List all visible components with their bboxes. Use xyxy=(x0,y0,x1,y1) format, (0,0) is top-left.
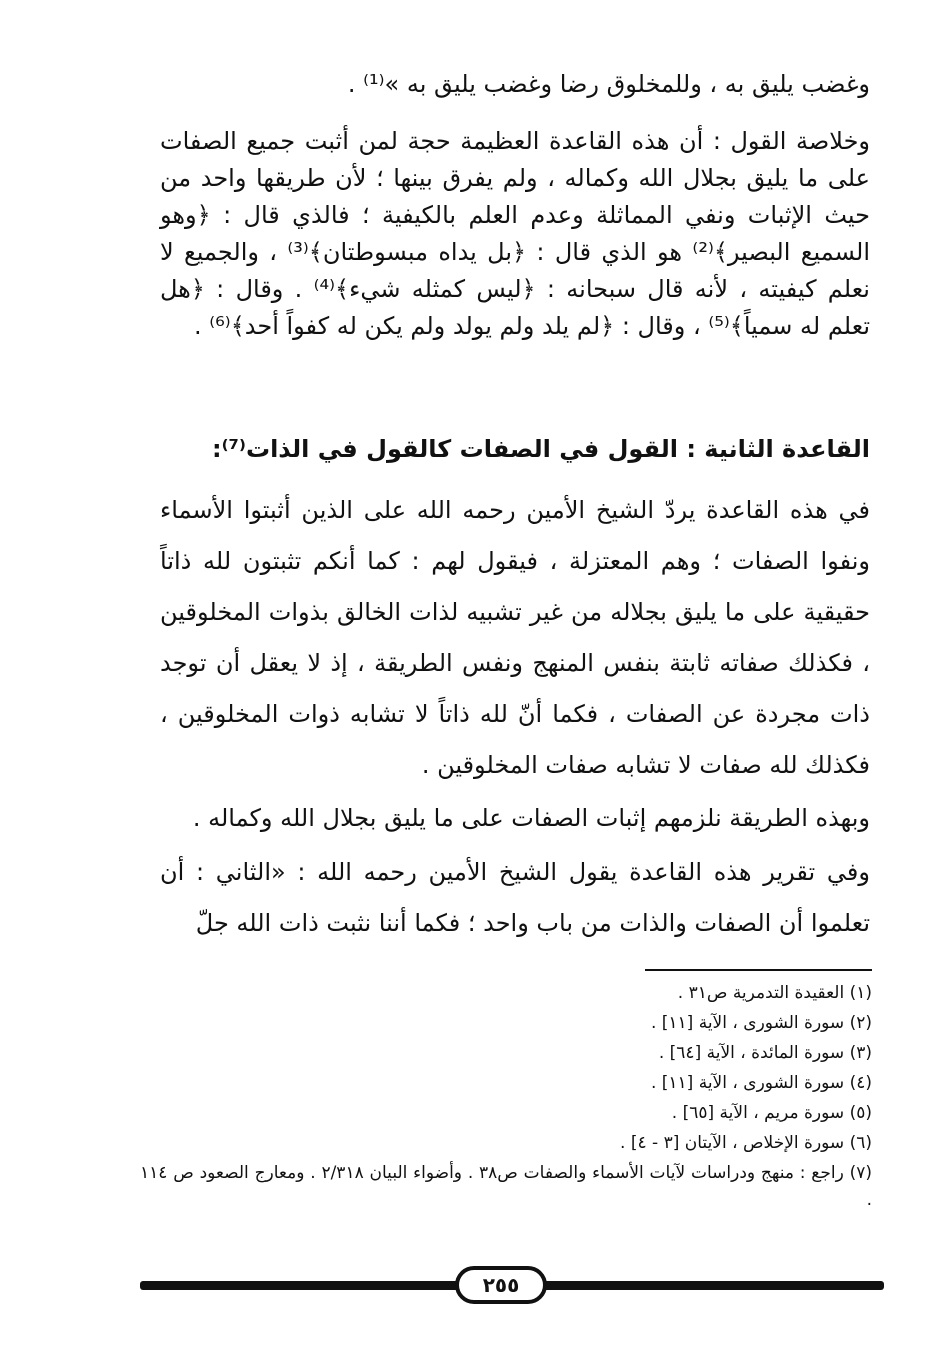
footnote-item: (٤) سورة الشورى ، الآية [١١] . xyxy=(650,1073,872,1093)
paragraph-quote xyxy=(160,847,870,949)
footnote-item: (٣) سورة المائدة ، الآية [٦٤] . xyxy=(658,1043,872,1063)
footnote-item: (١) العقيدة التدمرية ص٣١ . xyxy=(677,983,872,1003)
footnote-item: (٦) سورة الإخلاص ، الآيتان [٣ - ٤] . xyxy=(620,1133,872,1153)
paragraph-text: في هذه القاعدة يردّ الشيخ الأمين رحمه الله على الذين أثبتوا الأسماء ونفوا الصفات ؛ وهم المعتزلة ، فيقول لهم : كما أنكم تثبتون لله ذاتاً حقيقية على ما يليق بجلاله من غير تشبيه لذات الخالق بذوات المخلوقين ، فكذلك صفاته ثابتة بنفس المنهج ونفس الطريقة ، إذ لا يعقل أن توجد ذات مجردة عن الصفات ، فكما أنّ لله ذاتاً لا تشابه ذوات المخلوقين ، فكذلك لله صفات لا تشابه صفات المخلوقين . xyxy=(160,496,870,779)
paragraph-text: وبهذه الطريقة نلزمهم إثبات الصفات على ما يليق بجلال الله وكماله . xyxy=(192,804,870,832)
paragraph-text: وغضب يليق به ، وللمخلوق رضا وغضب يليق به »⁽¹⁾ . xyxy=(347,70,870,98)
page-number: ٢٥٥ xyxy=(482,1273,520,1297)
footnotes-list xyxy=(140,978,872,1214)
paragraph-rule-explanation xyxy=(160,485,870,791)
footnote-divider xyxy=(645,969,872,971)
paragraph-continuation xyxy=(160,66,870,103)
footnote-item: (٧) راجع : منهج ودراسات لآيات الأسماء والصفات ص٣٨ . وأضواء البيان ٢/٣١٨ . ومعارج الصعود ص ١١٤ . xyxy=(140,1163,872,1210)
paragraph-text: وخلاصة القول : أن هذه القاعدة العظيمة حجة لمن أثبت جميع الصفات على ما يليق بجلال الله وكماله ، ولم يفرق بينها ؛ لأن طريقها واحد من حيث الإثبات ونفي المماثلة وعدم العلم بالكيفية ؛ فالذي قال : ﴿وهو السميع البصير﴾⁽²⁾ هو الذي قال : ﴿بل يداه مبسوطتان﴾⁽³⁾ ، والجميع لا نعلم كيفيته ، لأنه قال سبحانه : ﴿ليس كمثله شيء﴾⁽⁴⁾ . وقال : ﴿هل تعلم له سمياً﴾⁽⁵⁾ ، وقال : ﴿لم يلد ولم يولد ولم يكن له كفواً أحد﴾⁽⁶⁾ . xyxy=(160,127,871,340)
paragraph-summary xyxy=(160,123,870,345)
paragraph-method xyxy=(160,793,870,844)
paragraph-text: وفي تقرير هذه القاعدة يقول الشيخ الأمين رحمه الله : «الثاني : أن تعلموا أن الصفات والذات من باب واحد ؛ فكما أننا نثبت ذات الله جلّ xyxy=(160,858,870,937)
footnote-item: (٥) سورة مريم ، الآية [٦٥] . xyxy=(671,1103,872,1123)
footnote-item: (٢) سورة الشورى ، الآية [١١] . xyxy=(650,1013,872,1033)
section-heading: القاعدة الثانية : القول في الصفات كالقول في الذات⁽⁷⁾: xyxy=(212,435,870,463)
page-number-badge xyxy=(455,1266,547,1304)
